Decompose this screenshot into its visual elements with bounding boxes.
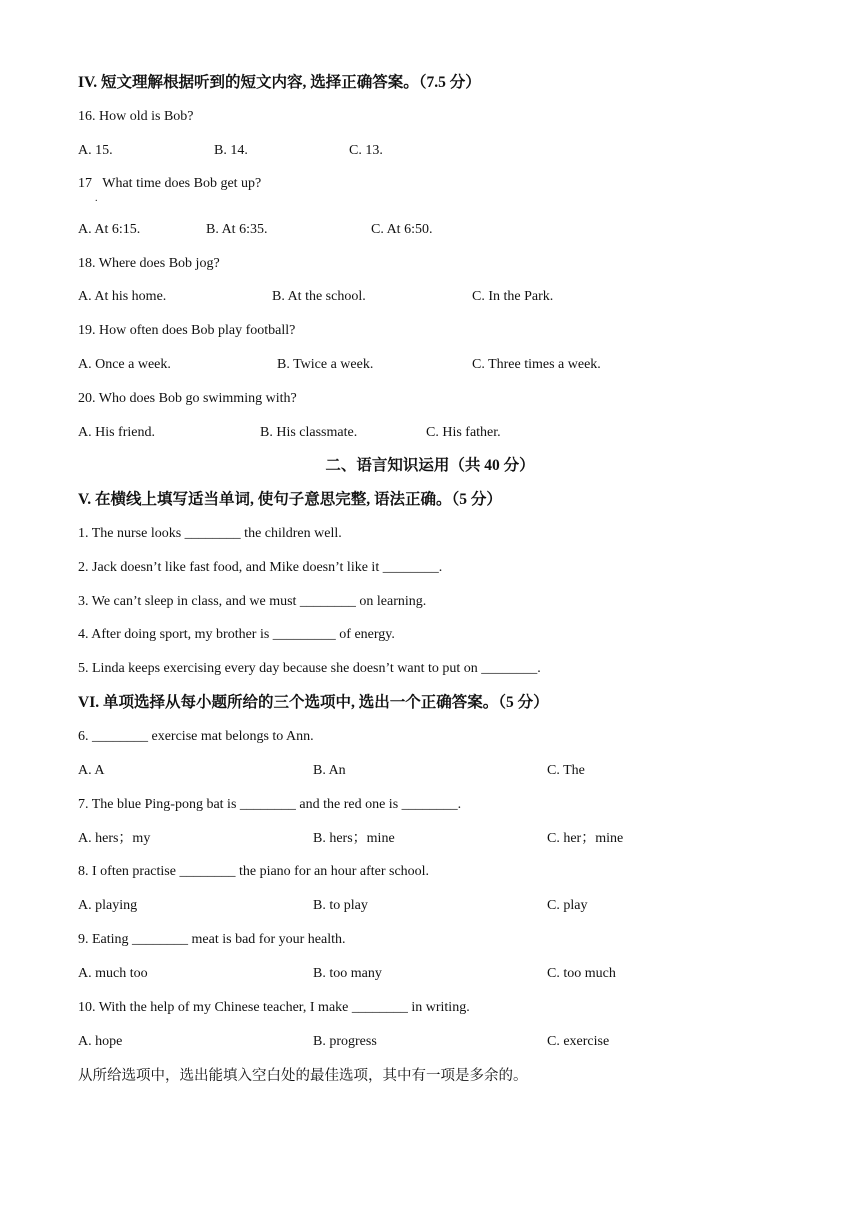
q16-option-b: B. 14. xyxy=(214,143,248,158)
q20-option-c: C. His father. xyxy=(426,425,501,440)
q18-option-b: B. At the school. xyxy=(272,289,366,304)
q7-option-c: C. her；mine xyxy=(547,831,624,846)
q10-option-a: A. hope xyxy=(78,1034,123,1049)
q17-option-c: C. At 6:50. xyxy=(371,222,433,237)
question-18: 18. Where does Bob jog? xyxy=(78,256,220,271)
q9-option-c: C. too much xyxy=(547,966,616,981)
question-10: 10. With the help of my Chinese teacher, I make ________ in writing. xyxy=(78,1000,470,1015)
section-5-heading: V. 在横线上填写适当单词, 使句子意思完整, 语法正确。（5 分） xyxy=(78,491,502,508)
q6-option-a: A. A xyxy=(78,763,105,778)
q8-option-b: B. to play xyxy=(313,898,368,913)
fill-item-5: 5. Linda keeps exercising every day because she doesn’t want to put on ________. xyxy=(78,661,541,676)
q17-option-b: B. At 6:35. xyxy=(206,222,268,237)
question-19: 19. How often does Bob play football? xyxy=(78,323,296,338)
section-6-heading: VI. 单项选择从每小题所给的三个选项中, 选出一个正确答案。（5 分） xyxy=(78,694,549,711)
question-16: 16. How old is Bob? xyxy=(78,109,194,124)
q16-option-c: C. 13. xyxy=(349,143,383,158)
question-7: 7. The blue Ping-pong bat is ________ and the red one is ________. xyxy=(78,797,462,812)
q10-option-c: C. exercise xyxy=(547,1034,610,1049)
q20-option-b: B. His classmate. xyxy=(260,425,358,440)
q19-option-b: B. Twice a week. xyxy=(277,357,374,372)
question-9: 9. Eating ________ meat is bad for your health. xyxy=(78,932,346,947)
cloze-instruction: 从所给选项中，选出能填入空白处的最佳选项，其中有一项是多余的。 xyxy=(78,1068,528,1084)
question-17: 17 What time does Bob get up? xyxy=(78,176,262,191)
q17-option-a: A. At 6:15. xyxy=(78,222,141,237)
part-2-heading: 二、语言知识运用（共 40 分） xyxy=(325,457,535,474)
q6-option-c: C. The xyxy=(547,763,585,778)
question-20: 20. Who does Bob go swimming with? xyxy=(78,391,297,406)
fill-item-4: 4. After doing sport, my brother is _________ of energy. xyxy=(78,627,395,642)
q18-option-a: A. At his home. xyxy=(78,289,167,304)
q16-option-a: A. 15. xyxy=(78,143,113,158)
stray-dot: . xyxy=(95,193,98,204)
fill-item-3: 3. We can’t sleep in class, and we must ________ on learning. xyxy=(78,594,427,609)
q9-option-a: A. much too xyxy=(78,966,148,981)
q20-option-a: A. His friend. xyxy=(78,425,155,440)
q19-option-c: C. Three times a week. xyxy=(472,357,601,372)
q8-option-c: C. play xyxy=(547,898,588,913)
q19-option-a: A. Once a week. xyxy=(78,357,171,372)
fill-item-1: 1. The nurse looks ________ the children well. xyxy=(78,526,342,541)
q10-option-b: B. progress xyxy=(313,1034,377,1049)
q7-option-a: A. hers；my xyxy=(78,831,151,846)
question-6: 6. ________ exercise mat belongs to Ann. xyxy=(78,729,314,744)
q7-option-b: B. hers；mine xyxy=(313,831,395,846)
q9-option-b: B. too many xyxy=(313,966,382,981)
fill-item-2: 2. Jack doesn’t like fast food, and Mike doesn’t like it ________. xyxy=(78,560,443,575)
q6-option-b: B. An xyxy=(313,763,346,778)
q8-option-a: A. playing xyxy=(78,898,138,913)
q18-option-c: C. In the Park. xyxy=(472,289,554,304)
section-4-heading: IV. 短文理解根据听到的短文内容, 选择正确答案。（7.5 分） xyxy=(78,74,481,91)
question-8: 8. I often practise ________ the piano for an hour after school. xyxy=(78,864,430,879)
